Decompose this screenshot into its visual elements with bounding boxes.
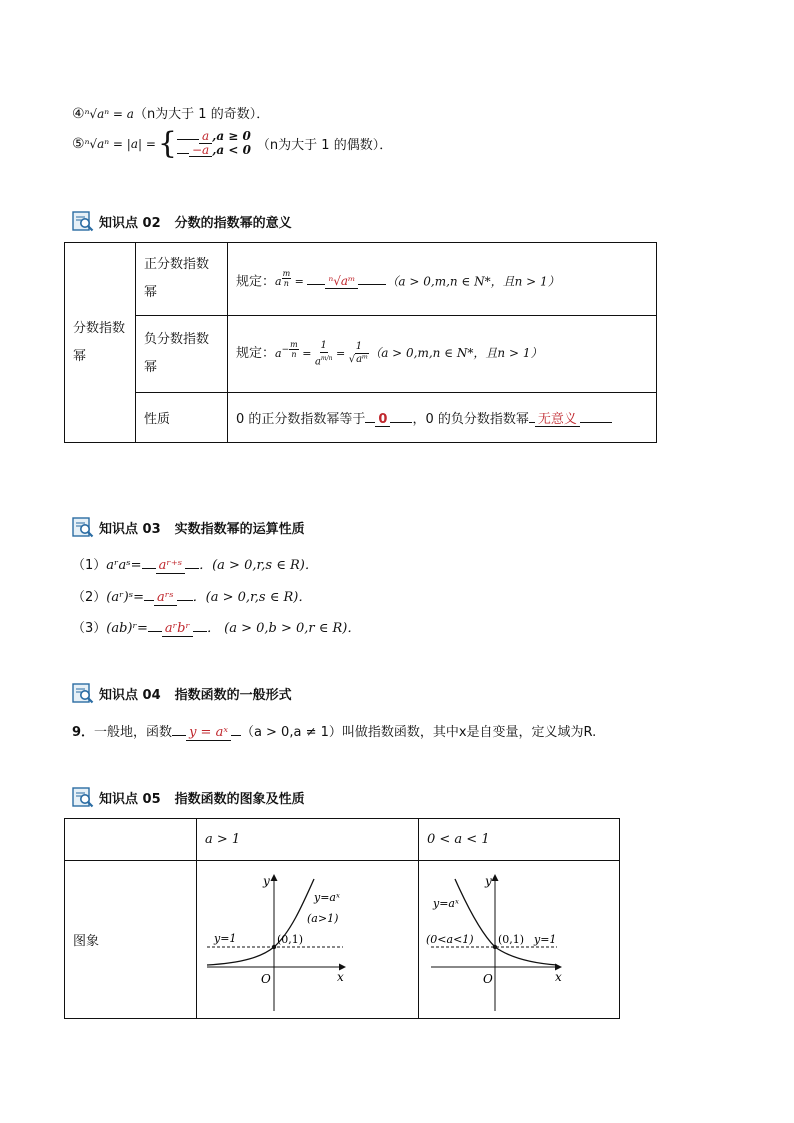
graph-cell-growth bbox=[197, 861, 419, 1019]
rule-2 bbox=[72, 586, 311, 606]
curve-label: y=aˣ bbox=[314, 891, 340, 904]
formula-number: ④ bbox=[72, 106, 85, 122]
section-heading-05 bbox=[72, 785, 305, 809]
section-heading-03 bbox=[72, 515, 305, 539]
intercept-point bbox=[272, 945, 276, 949]
growth-graph bbox=[197, 861, 418, 1018]
y-axis-label: y bbox=[263, 874, 270, 888]
row-prefix: 规定： bbox=[236, 274, 276, 290]
row-prefix: 规定： bbox=[236, 345, 276, 361]
row-label-property: 性质 bbox=[136, 393, 228, 443]
header-a-greater-1: a > 1 bbox=[197, 819, 419, 861]
magnifier-book-icon bbox=[72, 682, 94, 704]
rule-condition: ． (a > 0,b > 0,r ∈ R)． bbox=[207, 621, 361, 636]
rule-number: （1） bbox=[72, 558, 107, 573]
section-label: 知识点 03 bbox=[99, 521, 161, 537]
line-label: y=1 bbox=[534, 933, 557, 946]
row-label-graph: 图象 bbox=[65, 861, 197, 1019]
rule-number: （3） bbox=[72, 621, 107, 636]
rule-lhs: aʳaˢ= bbox=[106, 558, 142, 573]
formula-number: ⑤ bbox=[72, 135, 85, 152]
section-heading-02 bbox=[72, 209, 292, 233]
positive-answer: ⁿ√aᵐ bbox=[325, 275, 358, 289]
statement-text-a: 一般地，函数 bbox=[94, 725, 173, 740]
case2-answer: −a bbox=[189, 144, 212, 158]
general-form-statement bbox=[72, 721, 596, 741]
row-content-property bbox=[228, 393, 657, 443]
header-a-between-0-1: 0 < a < 1 bbox=[419, 819, 620, 861]
decay-curve bbox=[455, 879, 557, 965]
rule-condition: ．(a > 0,r,s ∈ R)． bbox=[192, 590, 312, 605]
curve-condition-label: (a>1) bbox=[307, 912, 339, 925]
curve-condition-label: (0<a<1) bbox=[426, 933, 474, 946]
x-axis-label: x bbox=[337, 970, 344, 984]
formula-lhs: ⁿ√aⁿ = |a| = bbox=[84, 136, 156, 151]
section-title: 实数指数幂的运算性质 bbox=[174, 521, 305, 537]
definition-lhs: a $^{\frac{m}{n}}$ = bbox=[275, 268, 308, 289]
property-answer-1: 0 bbox=[375, 413, 390, 428]
formula-4 bbox=[72, 103, 269, 122]
intercept-point bbox=[493, 945, 497, 949]
section-title: 分数的指数幂的意义 bbox=[174, 215, 292, 231]
origin-label: O bbox=[483, 972, 493, 986]
case2-condition: ,a < 0 bbox=[212, 142, 251, 157]
left-brace: { bbox=[157, 125, 177, 161]
section-heading-04 bbox=[72, 681, 292, 705]
property-text-a: 0 的正分数指数幂等于 bbox=[236, 411, 366, 427]
row-label-negative: 负分数指数幂 bbox=[136, 316, 228, 393]
curve-label: y=aˣ bbox=[433, 897, 459, 910]
rule-number: （2） bbox=[72, 590, 107, 605]
rule-condition: ．(a > 0,r,s ∈ R)． bbox=[199, 558, 318, 573]
line-label: y=1 bbox=[214, 932, 237, 945]
empty-header-cell bbox=[65, 819, 197, 861]
table-main-label: 分数指数幂 bbox=[65, 243, 136, 443]
rule-answer: aʳ⁺ˢ bbox=[156, 559, 186, 574]
formula-5 bbox=[72, 125, 393, 161]
piecewise-cases bbox=[177, 130, 251, 157]
case1-condition: ,a ≥ 0 bbox=[212, 129, 251, 143]
row-content-positive bbox=[228, 243, 657, 316]
rule-1 bbox=[72, 554, 318, 574]
property-text-b: ，0 的负分数指数幂 bbox=[412, 411, 529, 427]
row-label-positive: 正分数指数幂 bbox=[136, 243, 228, 316]
magnifier-book-icon bbox=[72, 210, 94, 232]
row-condition: （a > 0,m,n ∈ N*，且n > 1） bbox=[386, 274, 560, 289]
fractional-exponent-table bbox=[64, 242, 657, 443]
decay-graph bbox=[419, 861, 619, 1018]
rule-3 bbox=[72, 617, 360, 637]
point-label: (0,1) bbox=[277, 933, 304, 946]
statement-text-b: （a > 0,a ≠ 1）叫做指数函数，其中x是自变量，定义域为R. bbox=[240, 725, 597, 740]
point-label: (0,1) bbox=[498, 933, 525, 946]
section-title: 指数函数的一般形式 bbox=[174, 687, 292, 703]
definition-expression: $a^{- \frac{m}{n}}$ = $\frac{1}{a^{m/n}}$ = $\frac{1}{\text{√aᵐ}}$ bbox=[275, 339, 369, 368]
magnifier-book-icon bbox=[72, 516, 94, 538]
graph-cell-decay bbox=[419, 861, 620, 1019]
rule-answer: aʳˢ bbox=[154, 591, 177, 606]
row-condition: （a > 0,m,n ∈ N*，且n > 1） bbox=[369, 345, 543, 360]
section-label: 知识点 02 bbox=[99, 215, 161, 231]
x-axis-label: x bbox=[555, 970, 562, 984]
y-axis-label: y bbox=[485, 874, 492, 888]
section-title: 指数函数的图象及性质 bbox=[174, 791, 305, 807]
formula-condition: （n为大于 1 的奇数）． bbox=[133, 107, 270, 122]
statement-answer: y = aˣ bbox=[186, 726, 231, 741]
growth-curve bbox=[207, 879, 314, 965]
origin-label: O bbox=[261, 972, 271, 986]
rule-lhs: (aʳ)ˢ= bbox=[106, 590, 144, 605]
rule-lhs: (ab)ʳ= bbox=[106, 621, 148, 636]
section-label: 知识点 05 bbox=[99, 791, 161, 807]
magnifier-book-icon bbox=[72, 786, 94, 808]
formula-condition: （n为大于 1 的偶数）． bbox=[256, 138, 393, 154]
rule-answer: aʳbʳ bbox=[162, 622, 193, 637]
formula-lhs: ⁿ√aⁿ = a bbox=[84, 107, 134, 121]
exponential-graph-table bbox=[64, 818, 620, 1019]
item-number: 9． bbox=[72, 725, 95, 740]
property-answer-2: 无意义 bbox=[535, 413, 580, 428]
row-content-negative bbox=[228, 316, 657, 393]
case1-answer: a bbox=[199, 130, 212, 144]
section-label: 知识点 04 bbox=[99, 687, 161, 703]
